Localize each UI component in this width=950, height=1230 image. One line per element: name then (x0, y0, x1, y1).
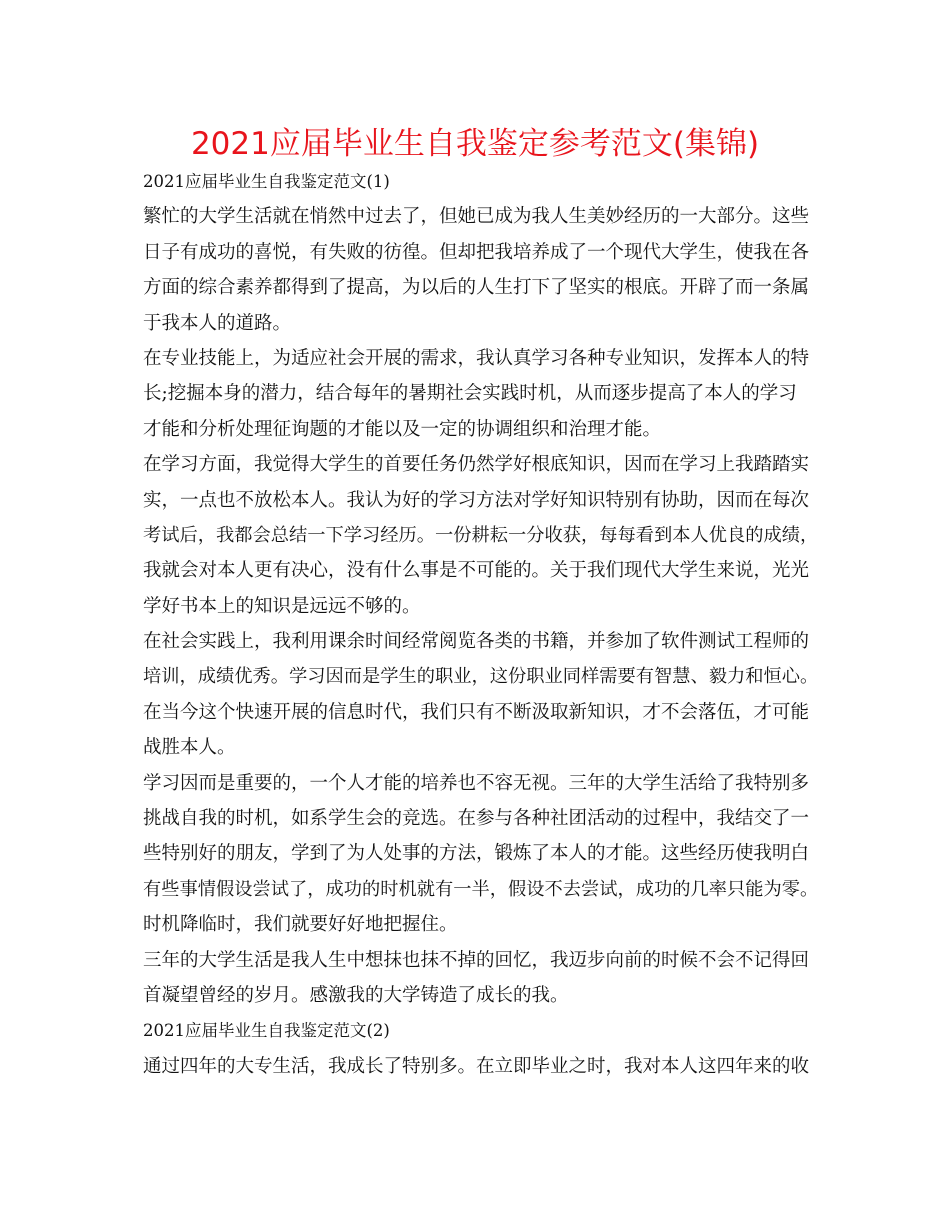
body-line: 实，一点也不放松本人。我认为好的学习方法对学好知识特别有协助，因而在每次 (143, 489, 810, 511)
body-line: 战胜本人。 (143, 737, 236, 759)
body-line: 三年的大学生活是我人生中想抹也抹不掉的回忆，我迈步向前的时候不会不记得回 (143, 949, 810, 971)
section-heading: 2021应届毕业生自我鉴定范文(1) (143, 172, 390, 191)
document-title: 2021应届毕业生自我鉴定参考范文(集锦) (190, 126, 760, 162)
body-line: 在社会实践上，我利用课余时间经常阅览各类的书籍，并参加了软件测试工程师的 (143, 631, 810, 653)
body-line: 些特别好的朋友，学到了为人处事的方法，锻炼了本人的才能。这些经历使我明白 (143, 843, 810, 865)
body-line: 时机降临时，我们就要好好地把握住。 (143, 914, 458, 936)
body-line: 长;挖掘本身的潜力，结合每年的暑期社会实践时机，从而逐步提高了本人的学习 (143, 383, 797, 405)
body-line: 日子有成功的喜悦，有失败的彷徨。但却把我培养成了一个现代大学生，使我在各 (143, 241, 810, 263)
body-line: 学习因而是重要的，一个人才能的培养也不容无视。三年的大学生活给了我特别多 (143, 772, 810, 794)
body-line: 方面的综合素养都得到了提高，为以后的人生打下了坚实的根底。开辟了而一条属 (143, 277, 810, 299)
section-heading: 2021应届毕业生自我鉴定范文(2) (143, 1021, 390, 1041)
body-line: 在专业技能上，为适应社会开展的需求，我认真学习各种专业知识，发挥本人的特 (143, 347, 810, 369)
body-line: 繁忙的大学生活就在悄然中过去了，但她已成为我人生美妙经历的一大部分。这些 (143, 206, 810, 228)
body-line: 在学习方面，我觉得大学生的首要任务仍然学好根底知识，因而在学习上我踏踏实 (143, 454, 810, 476)
body-line: 学好书本上的知识是远远不够的。 (143, 595, 421, 617)
body-line: 才能和分析处理征询题的才能以及一定的协调组织和治理才能。 (143, 418, 662, 440)
body-line: 首凝望曾经的岁月。感激我的大学铸造了成长的我。 (143, 984, 569, 1006)
body-line: 培训，成绩优秀。学习因而是学生的职业，这份职业同样需要有智慧、毅力和恒心。 (143, 666, 819, 688)
body-line: 在当今这个快速开展的信息时代，我们只有不断汲取新知识，才不会落伍，才可能 (143, 701, 810, 723)
body-line: 考试后，我都会总结一下学习经历。一份耕耘一分收获，每每看到本人优良的成绩， (143, 524, 819, 546)
body-line: 有些事情假设尝试了，成功的时机就有一半，假设不去尝试，成功的几率只能为零。 (143, 878, 819, 900)
document-body (143, 164, 823, 1084)
body-line: 通过四年的大专生活，我成长了特别多。在立即毕业之时，我对本人这四年来的收 (143, 1055, 810, 1077)
body-line: 挑战自我的时机，如系学生会的竞选。在参与各种社团活动的过程中，我结交了一 (143, 808, 810, 830)
body-line: 我就会对本人更有决心，没有什么事是不可能的。关于我们现代大学生来说，光光 (143, 560, 810, 582)
body-line: 于我本人的道路。 (143, 312, 292, 334)
